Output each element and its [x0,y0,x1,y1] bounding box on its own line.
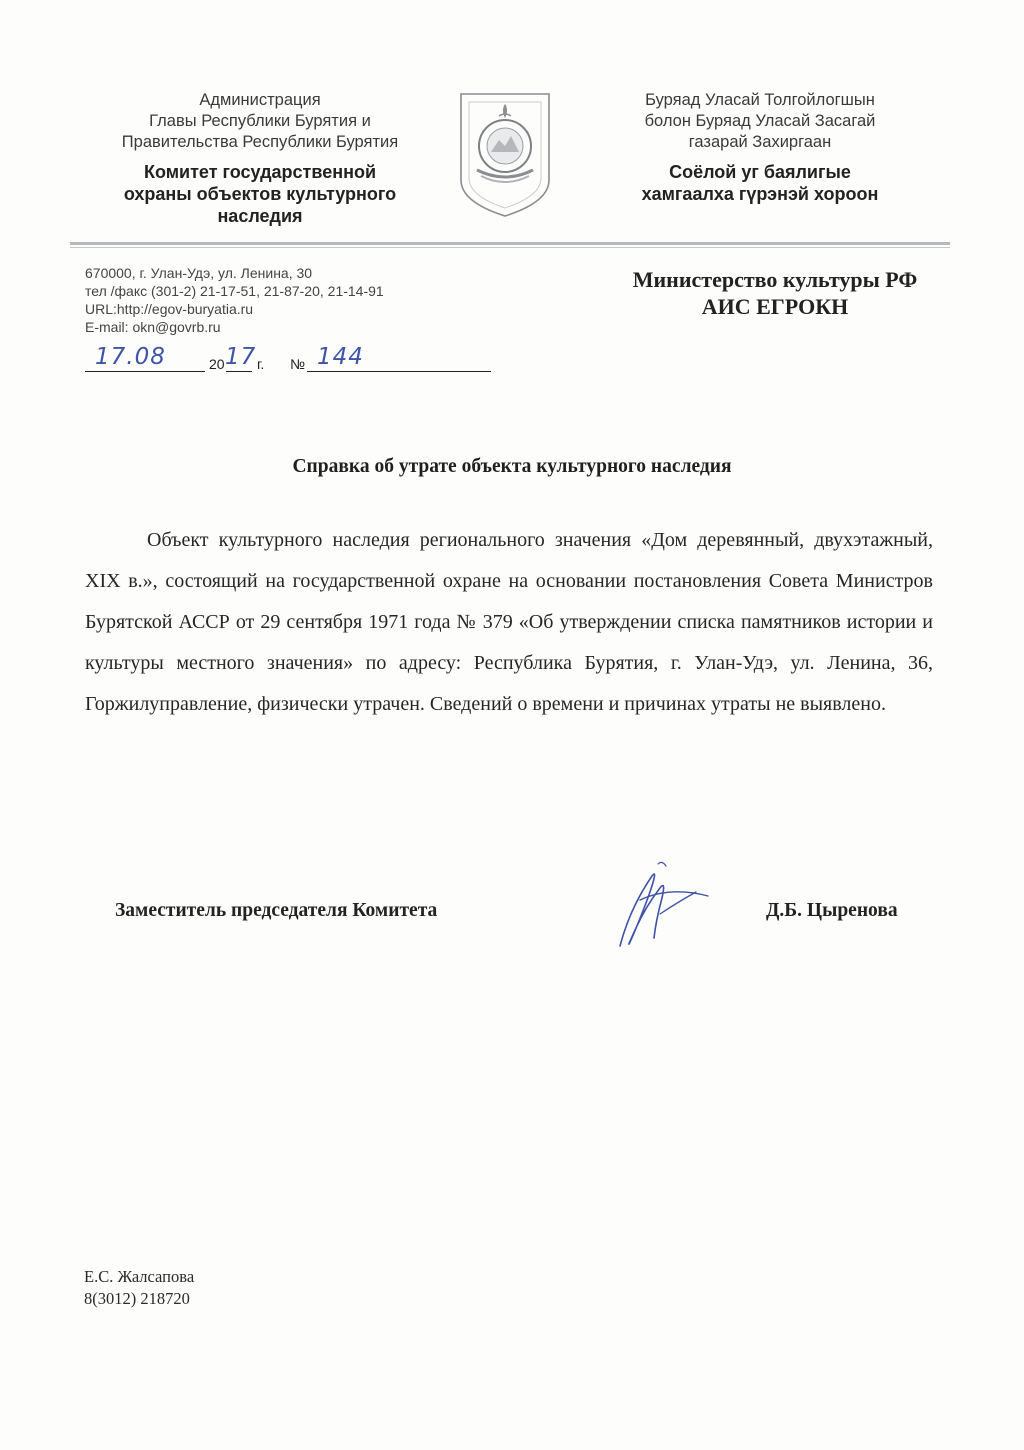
number-handwritten: 144 [317,344,364,370]
signer-name: Д.Б. Цыренова [766,900,898,921]
header-left [90,90,430,227]
header-left-committee [90,161,430,227]
header-right-org-line: болон Буряад Уласай Засагай [644,112,876,130]
contact-phone: тел /факс (301-2) 21-17-51, 21-87-20, 21-14-91 [85,283,384,299]
signer-position: Заместитель председателя Комитета [115,900,438,921]
executor-name: Е.С. Жалсапова [84,1267,195,1286]
recipient-line: Министерство культуры РФ [632,267,918,292]
header-right-org-line: Буряад Уласай Толгойлогшын [645,91,875,109]
year-suffix: г. [257,356,265,372]
document-title: Справка об утрате объекта культурного наследия [292,456,732,477]
header-left-committee-line: наследия [217,206,303,226]
contact-url: URL:http://egov-buryatia.ru [85,301,254,317]
header-right [590,90,930,205]
coat-of-arms-icon [455,88,555,220]
header-right-org-line: газарай Захиргаан [688,133,832,151]
letterhead-divider-thin [70,247,950,248]
header-right-committee [590,161,930,205]
date-number-line [85,344,505,378]
header-right-committee-line: хамгаалха гүрэнэй хороон [641,184,879,204]
contact-address: 670000, г. Улан-Удэ, ул. Ленина, 30 [85,265,313,281]
number-label: № [290,356,306,372]
year-handwritten: 17 [225,344,257,370]
header-left-org-line: Правительства Республики Бурятия [121,133,399,151]
letterhead-divider [70,242,950,245]
document-body: Объект культурного наследия регионального значения «Дом деревянный, двухэтажный, XIX в.», состоящий на государственной охране на основании постановления Совета Министров Бурятской АССР от 29 сентября 1971 года № 379 «Об утверждении списка памятников истории и культуры местного значения» по адресу: Республика Бурятия, г. Улан-Удэ, ул. Ленина, 36, Горжилуправление, физически утрачен. Сведений о времени и причинах утраты не выявлено. [85,529,933,715]
header-left-committee-line: Комитет государственной [143,162,377,182]
executor-block [84,1266,194,1310]
recipient-block [600,266,950,320]
signature-icon [600,858,720,953]
header-right-committee-line: Соёлой уг баялигые [669,162,851,182]
recipient-line: АИС ЕГРОКН [701,294,849,319]
header-left-org-line: Главы Республики Бурятия и [149,112,371,130]
date-handwritten: 17.08 [95,344,166,370]
header-left-org-line: Администрация [199,91,321,109]
header-left-committee-line: охраны объектов культурного [123,184,397,204]
contact-block [85,264,465,336]
executor-phone: 8(3012) 218720 [84,1289,190,1308]
contact-email: E-mail: okn@govrb.ru [85,319,221,335]
year-prefix: 20 [209,356,225,372]
